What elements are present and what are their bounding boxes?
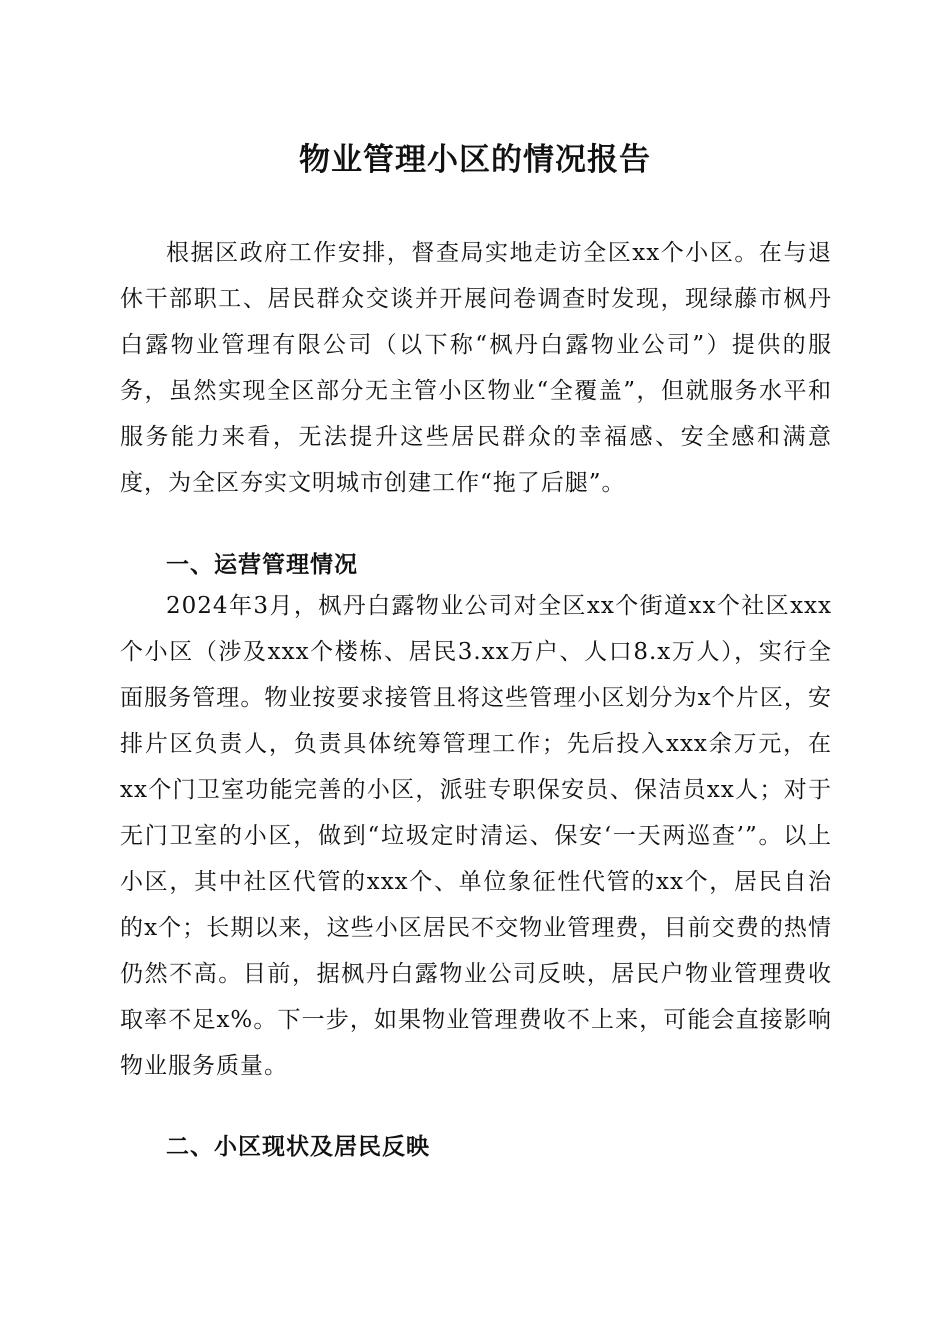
section-heading-status: 二、小区现状及居民反映 <box>166 1134 430 1160</box>
document-title: 物业管理小区的情况报告 <box>299 142 651 178</box>
operations-paragraph: 2024年3月，枫丹白露物业公司对全区xx个街道xx个社区xxx个小区（涉及xxx个楼栋、居民3.xx万户、人口8.x万人），实行全面服务管理。物业按要求接管且将这些管理小区划分为x个片区，安排片区负责人，负责具体统筹管理工作；先后投入xxx余万元，在xx个门卫室功能完善的小区，派驻专职保安员、保洁员xx人；对于无门卫室的小区，做到“垃圾定时清运、保安‘一天两巡查’”。以上小区，其中社区代管的xxx个、单位象征性代管的xx个，居民自治的x个；长期以来，这些小区居民不交物业管理费，目前交费的热情仍然不高。目前，据枫丹白露物业公司反映，居民户物业管理费收取率不足x%。下一步，如果物业管理费收不上来，可能会直接影响物业服务质量。 <box>120 593 832 1079</box>
section-heading-operations: 一、运营管理情况 <box>166 552 358 578</box>
intro-paragraph: 根据区政府工作安排，督查局实地走访全区xx个小区。在与退休干部职工、居民群众交谈并开展问卷调查时发现，现绿藤市枫丹白露物业管理有限公司（以下称“枫丹白露物业公司”）提供的服务，虽然实现全区部分无主管小区物业“全覆盖”，但就服务水平和服务能力来看，无法提升这些居民群众的幸福感、安全感和满意度，为全区夯实文明城市创建工作“拖了后腿”。 <box>120 240 832 496</box>
